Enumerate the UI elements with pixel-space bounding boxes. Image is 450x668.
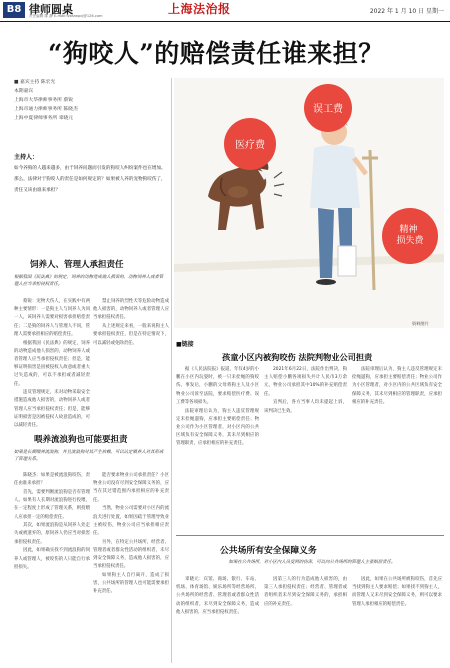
page-header: [0, 0, 450, 22]
paragraph: 能否要求物业公司承担责任？小区物业公司没有尽到安全保障义务的，应当在其过错范围内承担相应的补充责任。: [93, 473, 169, 503]
paragraph: 另外，在特定公共场所，经营者、管理者或者群众性活动的组织者，未尽到安全保障义务，造成他人损害的，应当承担侵权责任。: [93, 539, 169, 570]
illustration: [174, 78, 444, 328]
paragraph: 辜晓元：宾馆、商场、银行、车站、机场、体育场馆、娱乐场所等经营场所、公共场所的经营者、管理者或者群众性活动的组织者，未尽到安全保障义务，造成他人损害的，应当承担侵权责任。: [176, 577, 259, 615]
credit-line: 上海市大华律师事务所 蔡锐: [14, 98, 74, 103]
link-article-title: 孩童小区内被狗咬伤 法院判物业公司担责: [222, 352, 373, 362]
page-title: “狗咬人”的赔偿责任谁来担？: [48, 39, 384, 68]
section-heading-owner-liability: 饲养人、管理人承担责任: [30, 260, 124, 270]
editor-info: 责任编辑 陈 静 E-mail:fzbfzwpcj@126.com: [29, 14, 103, 18]
paragraph: 如果狗主人自行离开，造成了损害，公共场所的管理人也可能需要承担补充责任。: [93, 572, 169, 595]
newspaper-logo: 上海法治报: [168, 2, 231, 16]
credit-line: 上海市通力律师事务所 陈晓杰: [14, 107, 78, 112]
article-column: [14, 298, 90, 429]
illus-tag: 医疗费: [235, 140, 265, 151]
illus-tag: 误工费: [313, 104, 343, 115]
paragraph: 法院审理后认为，狗主人违反管理规定未拴绳遛狗，应承担主要赔偿责任；物业公司作为小区管理者，对小区内的公共区域负有安全保障义务，其未尽到相应的管理职责，应承担相应的补充责任。: [352, 367, 442, 405]
section-heading-public-places: 公共场所有安全保障义务: [220, 546, 317, 556]
host-intro: 如今养狗的人越来越多，由于饲养问题而引发的狗咬人纠纷案件也在增加。那么，法律对于狗咬人的责任是如何规定的？如果被人养的宠物狗咬伤了，责任又该由谁来承担？: [14, 166, 166, 193]
section-name: 律师圆桌: [29, 3, 73, 16]
paragraph: 根据我国《民法典》的规定，饲养的动物造成他人损害的，动物饲养人或者管理人应当承担侵权责任；但是，能够证明损害是因被侵权人故意或者重大过失造成的，可以不承担或者减轻责任。: [14, 340, 90, 387]
article-column: [176, 576, 259, 664]
article-column: [264, 366, 347, 530]
paragraph: 首先，需要判断流浪狗是否有管理人。如果有人长期对流浪狗进行投喂，在一定程度上形成了管理关系，则投喂人应承担一定的赔偿责任。: [14, 489, 90, 520]
section-divider: [176, 535, 444, 536]
issue-date: 2022 年 1 月 10 日 星期一: [369, 8, 444, 15]
credit-line: 本期嘉宾: [14, 89, 34, 94]
paragraph: 违反管理规定，未对动物采取安全措施造成他人损害的，动物饲养人或者管理人应当承担侵权责任；但是，能够证明损害是因被侵权人故意造成的，可以减轻责任。: [14, 390, 90, 429]
image-caption: 资料图片: [412, 321, 429, 326]
section-lead: 根据我国《民法典》的规定，饲养的动物造成他人损害的，动物饲养人或者管理人应当承担侵权责任。: [14, 275, 164, 288]
paragraph: 2021年6月22日，法院作出判决，狗主人赔偿小鹏各项损失共计人民币3万余元，物业公司承担其中10%的补充赔偿责任。: [264, 367, 347, 397]
paragraph: 从上述规定来看，一般来说狗主人要承担侵权责任，但是在特定情况下，可以减轻或免除责任。: [93, 324, 169, 346]
illus-tag: 精神 损失费: [396, 225, 424, 246]
section-heading-stray-dog: 喂养流浪狗也可能要担责: [34, 435, 128, 445]
paragraph: 法院审理后认为，狗主人违反管理规定未拴绳遛狗，应承担主要赔偿责任；物业公司作为小区管理者，对小区内的公共区域负有安全保障义务，其未尽到相应的管理职责，应承担相应的补充责任。: [176, 408, 259, 447]
article-column: [264, 576, 347, 664]
paragraph: 陈晓杰：如果是被流浪狗咬伤，责任由谁来承担？: [14, 473, 90, 487]
paragraph: 其次，如果流浪狗是从饲养人处走失或被遗弃的，原饲养人仍应当对损害承担侵权责任。: [14, 523, 90, 545]
host-label: 主持人：: [14, 154, 39, 161]
credits-block: [14, 78, 144, 123]
paragraph: 因此，如果确实找不到流浪狗的饲养人或管理人，被咬伤的人只能自行承担损失。: [14, 548, 90, 570]
article-column: [93, 298, 169, 420]
link-label: ■链接: [176, 341, 194, 348]
paragraph: 宣判后，各方当事人均未提起上诉，该判决已生效。: [264, 400, 347, 414]
paragraph: 据《人民法院报》报道，年仅4岁的小鹏在小区内玩耍时，被一只未拴绳的狗咬伤。事发后，小鹏的父母将狗主人及小区物业公司诉至法院，要求赔偿医疗费、误工费等各项损失。: [176, 367, 259, 405]
article-column: [14, 472, 90, 662]
paragraph: 禁止饲养的烈性犬等危险动物造成他人损害的，动物饲养人或者管理人应当承担侵权责任。: [93, 299, 169, 321]
paragraph: 因第三人的行为造成他人损害的，由第三人承担侵权责任；经营者、管理者或者组织者未尽到安全保障义务的，承担相应的补充责任。: [264, 577, 347, 607]
section-lead: 如果是长期喂养流浪狗，并且流浪狗对其产生依赖，可以认定喂养人对其形成了管理关系。: [14, 450, 164, 463]
credit-line: 上海中夏律师事务所 辜晓元: [14, 116, 74, 121]
article-column: [352, 366, 442, 530]
paragraph: 当然，物业公司需要对小区内的流浪犬进行处置，如果因疏于管理导致业主被咬伤，物业公司应当承担相应责任。: [93, 506, 169, 536]
column-divider: [171, 78, 172, 663]
section-lead: 如果在公共场所，对小区内人员受到的伤害，可以向公共场所的管理人主张赔偿责任。: [228, 560, 396, 565]
article-column: [352, 576, 442, 664]
article-column: [93, 472, 169, 662]
credit-line: ■ 嘉宾主持 陈宏光: [14, 80, 56, 85]
paragraph: 蔡锐：宠物犬伤人，在实践中有两种主要情形：一是狗主人与饲养人为同一人，该饲养人需要对损害承担赔偿责任；二是狗的饲养人与管理人不同，管理人需要承担相应的赔偿责任。: [14, 299, 90, 337]
paragraph: 因此，如果在公共场所被狗咬伤，首先应当找到狗主人要求赔偿；如果找不到狗主人，而管理人又未尽到安全保障义务，则可以要求管理人承担相应的赔偿责任。: [352, 577, 442, 607]
article-column: [176, 366, 259, 530]
section-code-badge: B8: [3, 2, 25, 18]
